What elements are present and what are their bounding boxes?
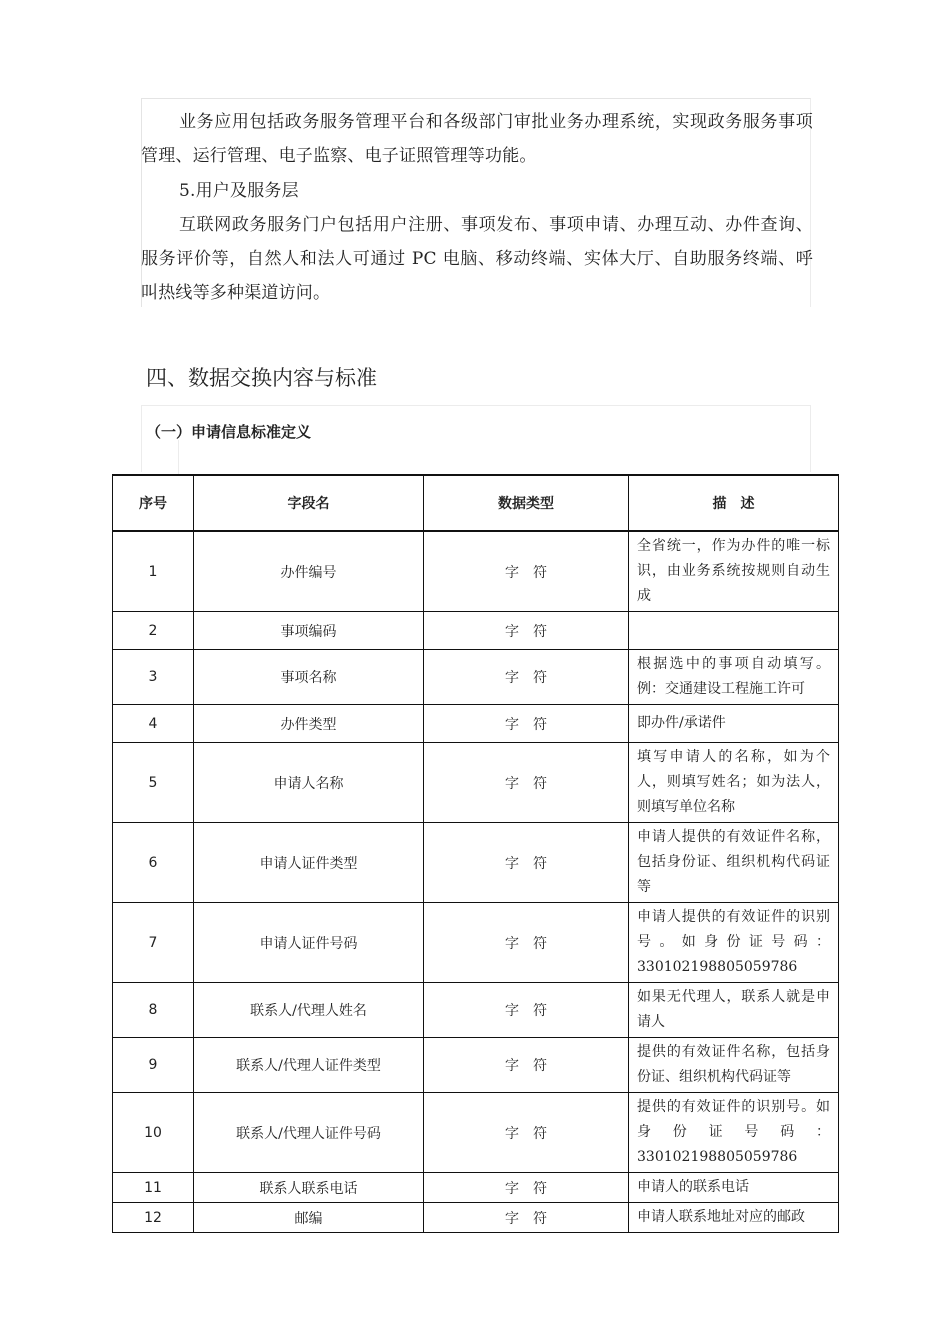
row-description: 根据选中的事项自动填写。例：交通建设工程施工许可	[629, 650, 839, 705]
row-no: 8	[113, 983, 194, 1038]
row-field-name: 办件编号	[194, 531, 424, 612]
row-description: 即办件/承诺件	[629, 705, 839, 743]
paragraph-business-application: 业务应用包括政务服务管理平台和各级部门审批业务办理系统，实现政务服务事项管理、运行管理、电子监察、电子证照管理等功能。	[141, 112, 813, 166]
row-no: 3	[113, 650, 194, 705]
table-row	[113, 823, 839, 903]
paragraph-user-service-layer-title: 5.用户及服务层	[179, 181, 299, 201]
row-field-name: 办件类型	[194, 705, 424, 743]
sub-heading: （一）申请信息标准定义	[146, 423, 312, 441]
table-header-row	[113, 475, 839, 531]
row-data-type: 字 符	[424, 823, 629, 903]
application-info-table	[112, 474, 839, 1233]
table-row	[113, 903, 839, 983]
row-description: 全省统一，作为办件的唯一标识，由业务系统按规则自动生成	[629, 531, 839, 612]
row-no: 2	[113, 612, 194, 650]
header-description: 描 述	[629, 475, 839, 531]
row-no: 9	[113, 1038, 194, 1093]
table-row	[113, 705, 839, 743]
row-field-name: 申请人证件类型	[194, 823, 424, 903]
row-no: 12	[113, 1203, 194, 1233]
header-no: 序号	[113, 475, 194, 531]
row-data-type: 字 符	[424, 983, 629, 1038]
row-no: 7	[113, 903, 194, 983]
row-data-type: 字 符	[424, 1203, 629, 1233]
row-data-type: 字 符	[424, 531, 629, 612]
row-data-type: 字 符	[424, 1038, 629, 1093]
row-no: 10	[113, 1093, 194, 1173]
row-field-name: 联系人联系电话	[194, 1173, 424, 1203]
row-data-type: 字 符	[424, 743, 629, 823]
table-row	[113, 1093, 839, 1173]
table-row	[113, 531, 839, 612]
row-no: 6	[113, 823, 194, 903]
row-description: 填写申请人的名称，如为个人，则填写姓名；如为法人，则填写单位名称	[629, 743, 839, 823]
row-field-name: 联系人/代理人证件号码	[194, 1093, 424, 1173]
row-no: 5	[113, 743, 194, 823]
table-row	[113, 743, 839, 823]
row-field-name: 申请人名称	[194, 743, 424, 823]
row-data-type: 字 符	[424, 903, 629, 983]
row-description: 申请人提供的有效证件的识别号。如身份证号码：330102198805059786	[629, 903, 839, 983]
row-field-name: 联系人/代理人证件类型	[194, 1038, 424, 1093]
row-field-name: 邮编	[194, 1203, 424, 1233]
row-data-type: 字 符	[424, 650, 629, 705]
row-field-name: 联系人/代理人姓名	[194, 983, 424, 1038]
row-description: 申请人联系地址对应的邮政	[629, 1203, 839, 1233]
row-description: 如果无代理人，联系人就是申请人	[629, 983, 839, 1038]
section-heading: 四、数据交换内容与标准	[146, 366, 377, 390]
row-no: 4	[113, 705, 194, 743]
row-data-type: 字 符	[424, 1093, 629, 1173]
header-data-type: 数据类型	[424, 475, 629, 531]
row-description: 提供的有效证件名称，包括身份证、组织机构代码证等	[629, 1038, 839, 1093]
header-field-name: 字段名	[194, 475, 424, 531]
row-field-name: 事项名称	[194, 650, 424, 705]
paragraph-internet-portal: 互联网政务服务门户包括用户注册、事项发布、事项申请、办理互动、办件查询、服务评价等，自然人和法人可通过 PC 电脑、移动终端、实体大厅、自助服务终端、呼叫热线等多种渠道访问。	[141, 215, 813, 303]
row-description	[629, 612, 839, 650]
table-row	[113, 650, 839, 705]
row-field-name: 申请人证件号码	[194, 903, 424, 983]
table-row	[113, 1203, 839, 1233]
row-no: 1	[113, 531, 194, 612]
row-no: 11	[113, 1173, 194, 1203]
row-field-name: 事项编码	[194, 612, 424, 650]
row-description: 提供的有效证件的识别号。如身份证号码：330102198805059786	[629, 1093, 839, 1173]
row-description: 申请人的联系电话	[629, 1173, 839, 1203]
row-description: 申请人提供的有效证件名称，包括身份证、组织机构代码证等	[629, 823, 839, 903]
frame-divider	[178, 440, 179, 474]
row-data-type: 字 符	[424, 705, 629, 743]
table-row	[113, 612, 839, 650]
row-data-type: 字 符	[424, 1173, 629, 1203]
row-data-type: 字 符	[424, 612, 629, 650]
table-row	[113, 1038, 839, 1093]
table-row	[113, 983, 839, 1038]
table-row	[113, 1173, 839, 1203]
